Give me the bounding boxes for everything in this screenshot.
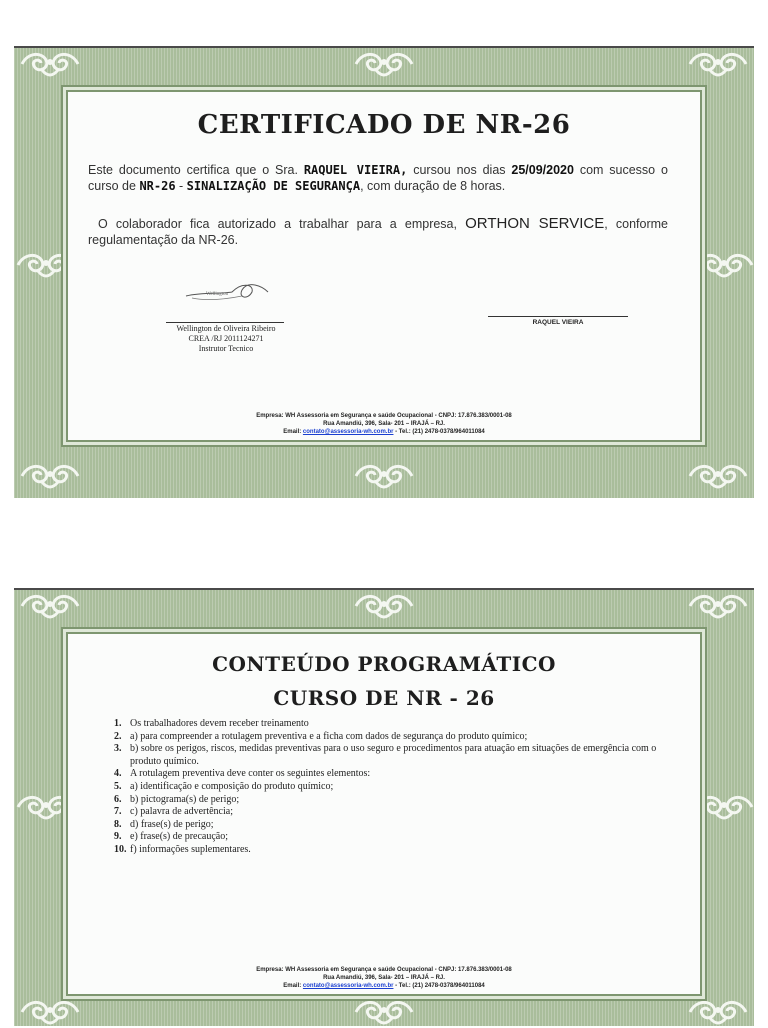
text-fragment: - [175, 179, 187, 193]
footer-line3 [68, 428, 700, 436]
top-center-ornament-icon [354, 592, 414, 622]
list-item-text: a) para compreender a rotulagem preventiva e a ficha com dados de segurança do produto químico; [130, 730, 528, 742]
list-item-text: d) frase(s) de perigo; [130, 818, 214, 830]
list-item-text: b) pictograma(s) de perigo; [130, 793, 240, 805]
company-footer [68, 412, 700, 436]
phone-number: - Tel.: (21) 2478-0378/964011084 [395, 983, 485, 989]
list-item-text: a) identificação e composição do produto químico; [130, 780, 334, 792]
corner-ornament-icon [20, 592, 80, 622]
program-list [114, 718, 659, 857]
footer-line2: Rua Amandiú, 396, Sala- 201 – IRAJÁ – RJ. [323, 421, 445, 427]
course-name: SINALIZAÇÃO DE SEGURANÇA [186, 179, 361, 193]
instructor-block [146, 324, 306, 354]
participant-signature-line [488, 316, 628, 317]
list-item-number: 8. [114, 818, 122, 830]
list-item-number: 7. [114, 806, 122, 818]
footer-line1: Empresa: WH Assessoria em Segurança e saúde Ocupacional - CNPJ: 17.876.383/0001-08 [256, 413, 512, 419]
text-fragment: com sucesso o curso de [88, 163, 668, 193]
phone-number: - Tel.: (21) 2478-0378/964011084 [395, 429, 485, 435]
company-footer [14, 966, 754, 990]
email-label: Email: [283, 429, 302, 435]
list-item-number: 10. [114, 843, 127, 855]
list-item-number: 5. [114, 780, 122, 792]
corner-ornament-icon [688, 462, 748, 492]
footer-line1: Empresa: WH Assessoria em Segurança e saúde Ocupacional - CNPJ: 17.876.383/0001-08 [256, 967, 512, 973]
course-code: NR-26 [139, 179, 176, 193]
program-title: CONTEÚDO PROGRAMÁTICO [212, 652, 556, 676]
list-item [114, 781, 659, 794]
list-item-number: 9. [114, 831, 122, 843]
text-fragment: cursou nos dias [413, 163, 506, 177]
bottom-center-ornament-icon [354, 462, 414, 492]
list-item-text: e) frase(s) de precaução; [130, 831, 228, 843]
email-link[interactable]: contato@assessoria-wh.com.br [302, 983, 394, 989]
course-date: 25/09/2020 [511, 163, 574, 177]
list-item [114, 718, 659, 731]
text-fragment: , conforme regulamentação da NR-26. [88, 217, 668, 247]
list-item [114, 794, 659, 807]
email-label: Email: [283, 983, 302, 989]
footer-line3 [14, 982, 754, 990]
list-item-number: 3. [114, 743, 122, 755]
company-name: ORTHON SERVICE [465, 215, 605, 232]
certificate-page [14, 46, 754, 496]
corner-ornament-icon [20, 462, 80, 492]
list-item-number: 1. [114, 718, 122, 729]
list-item-number: 6. [114, 793, 122, 805]
instructor-role: Instrutor Tecnico [198, 344, 254, 353]
instructor-signature-line [166, 322, 284, 323]
list-item-text: Os trabalhadores devem receber treinamento [130, 718, 309, 729]
certificate-body [66, 90, 702, 442]
instructor-signature-icon [182, 278, 272, 306]
list-item [114, 819, 659, 832]
corner-ornament-icon [20, 50, 80, 80]
footer-line2: Rua Amandiú, 396, Sala- 201 – IRAJÁ – RJ. [323, 975, 445, 981]
list-item-number: 2. [114, 730, 122, 742]
authorization-paragraph [88, 216, 668, 248]
program-page [14, 588, 754, 1024]
certificate-title: CERTIFICADO DE NR-26 [197, 110, 571, 140]
list-item-text: A rotulagem preventiva deve conter os seguintes elementos: [130, 768, 371, 780]
list-item [114, 831, 659, 844]
text-fragment: O colaborador fica autorizado a trabalhar para a empresa, [98, 217, 457, 231]
participant-signature-name: RAQUEL VIEIRA [532, 319, 584, 326]
list-item-text: f) informações suplementares. [130, 843, 251, 855]
list-item [114, 731, 659, 744]
list-item [114, 844, 659, 857]
list-item-number: 4. [114, 768, 122, 780]
list-item [114, 743, 659, 768]
text-fragment: Este documento certifica que o Sra [88, 163, 295, 177]
list-item-text: c) palavra de advertência; [130, 806, 233, 818]
instructor-crea: CREA /RJ 2011124271 [188, 334, 264, 343]
corner-ornament-icon [688, 50, 748, 80]
certification-paragraph [88, 162, 668, 194]
corner-ornament-icon [688, 592, 748, 622]
side-ornament-icon [694, 251, 754, 281]
signature-scribble: Wellington [206, 292, 229, 297]
list-item-text: b) sobre os perigos, riscos, medidas preventivas para o uso seguro e procedimentos para atuação em situações de emergência com o produto químico. [130, 743, 657, 767]
top-center-ornament-icon [354, 50, 414, 80]
side-ornament-icon [694, 793, 754, 823]
email-link[interactable]: contato@assessoria-wh.com.br [302, 429, 394, 435]
instructor-name: Wellington de Oliveira Ribeiro [176, 324, 276, 333]
text-fragment: , com duração de 8 horas. [360, 179, 506, 193]
list-item [114, 768, 659, 781]
text-fragment: . [294, 163, 298, 177]
participant-name: RAQUEL VIEIRA, [303, 163, 408, 177]
list-item [114, 806, 659, 819]
program-subtitle: CURSO DE NR - 26 [273, 686, 495, 710]
